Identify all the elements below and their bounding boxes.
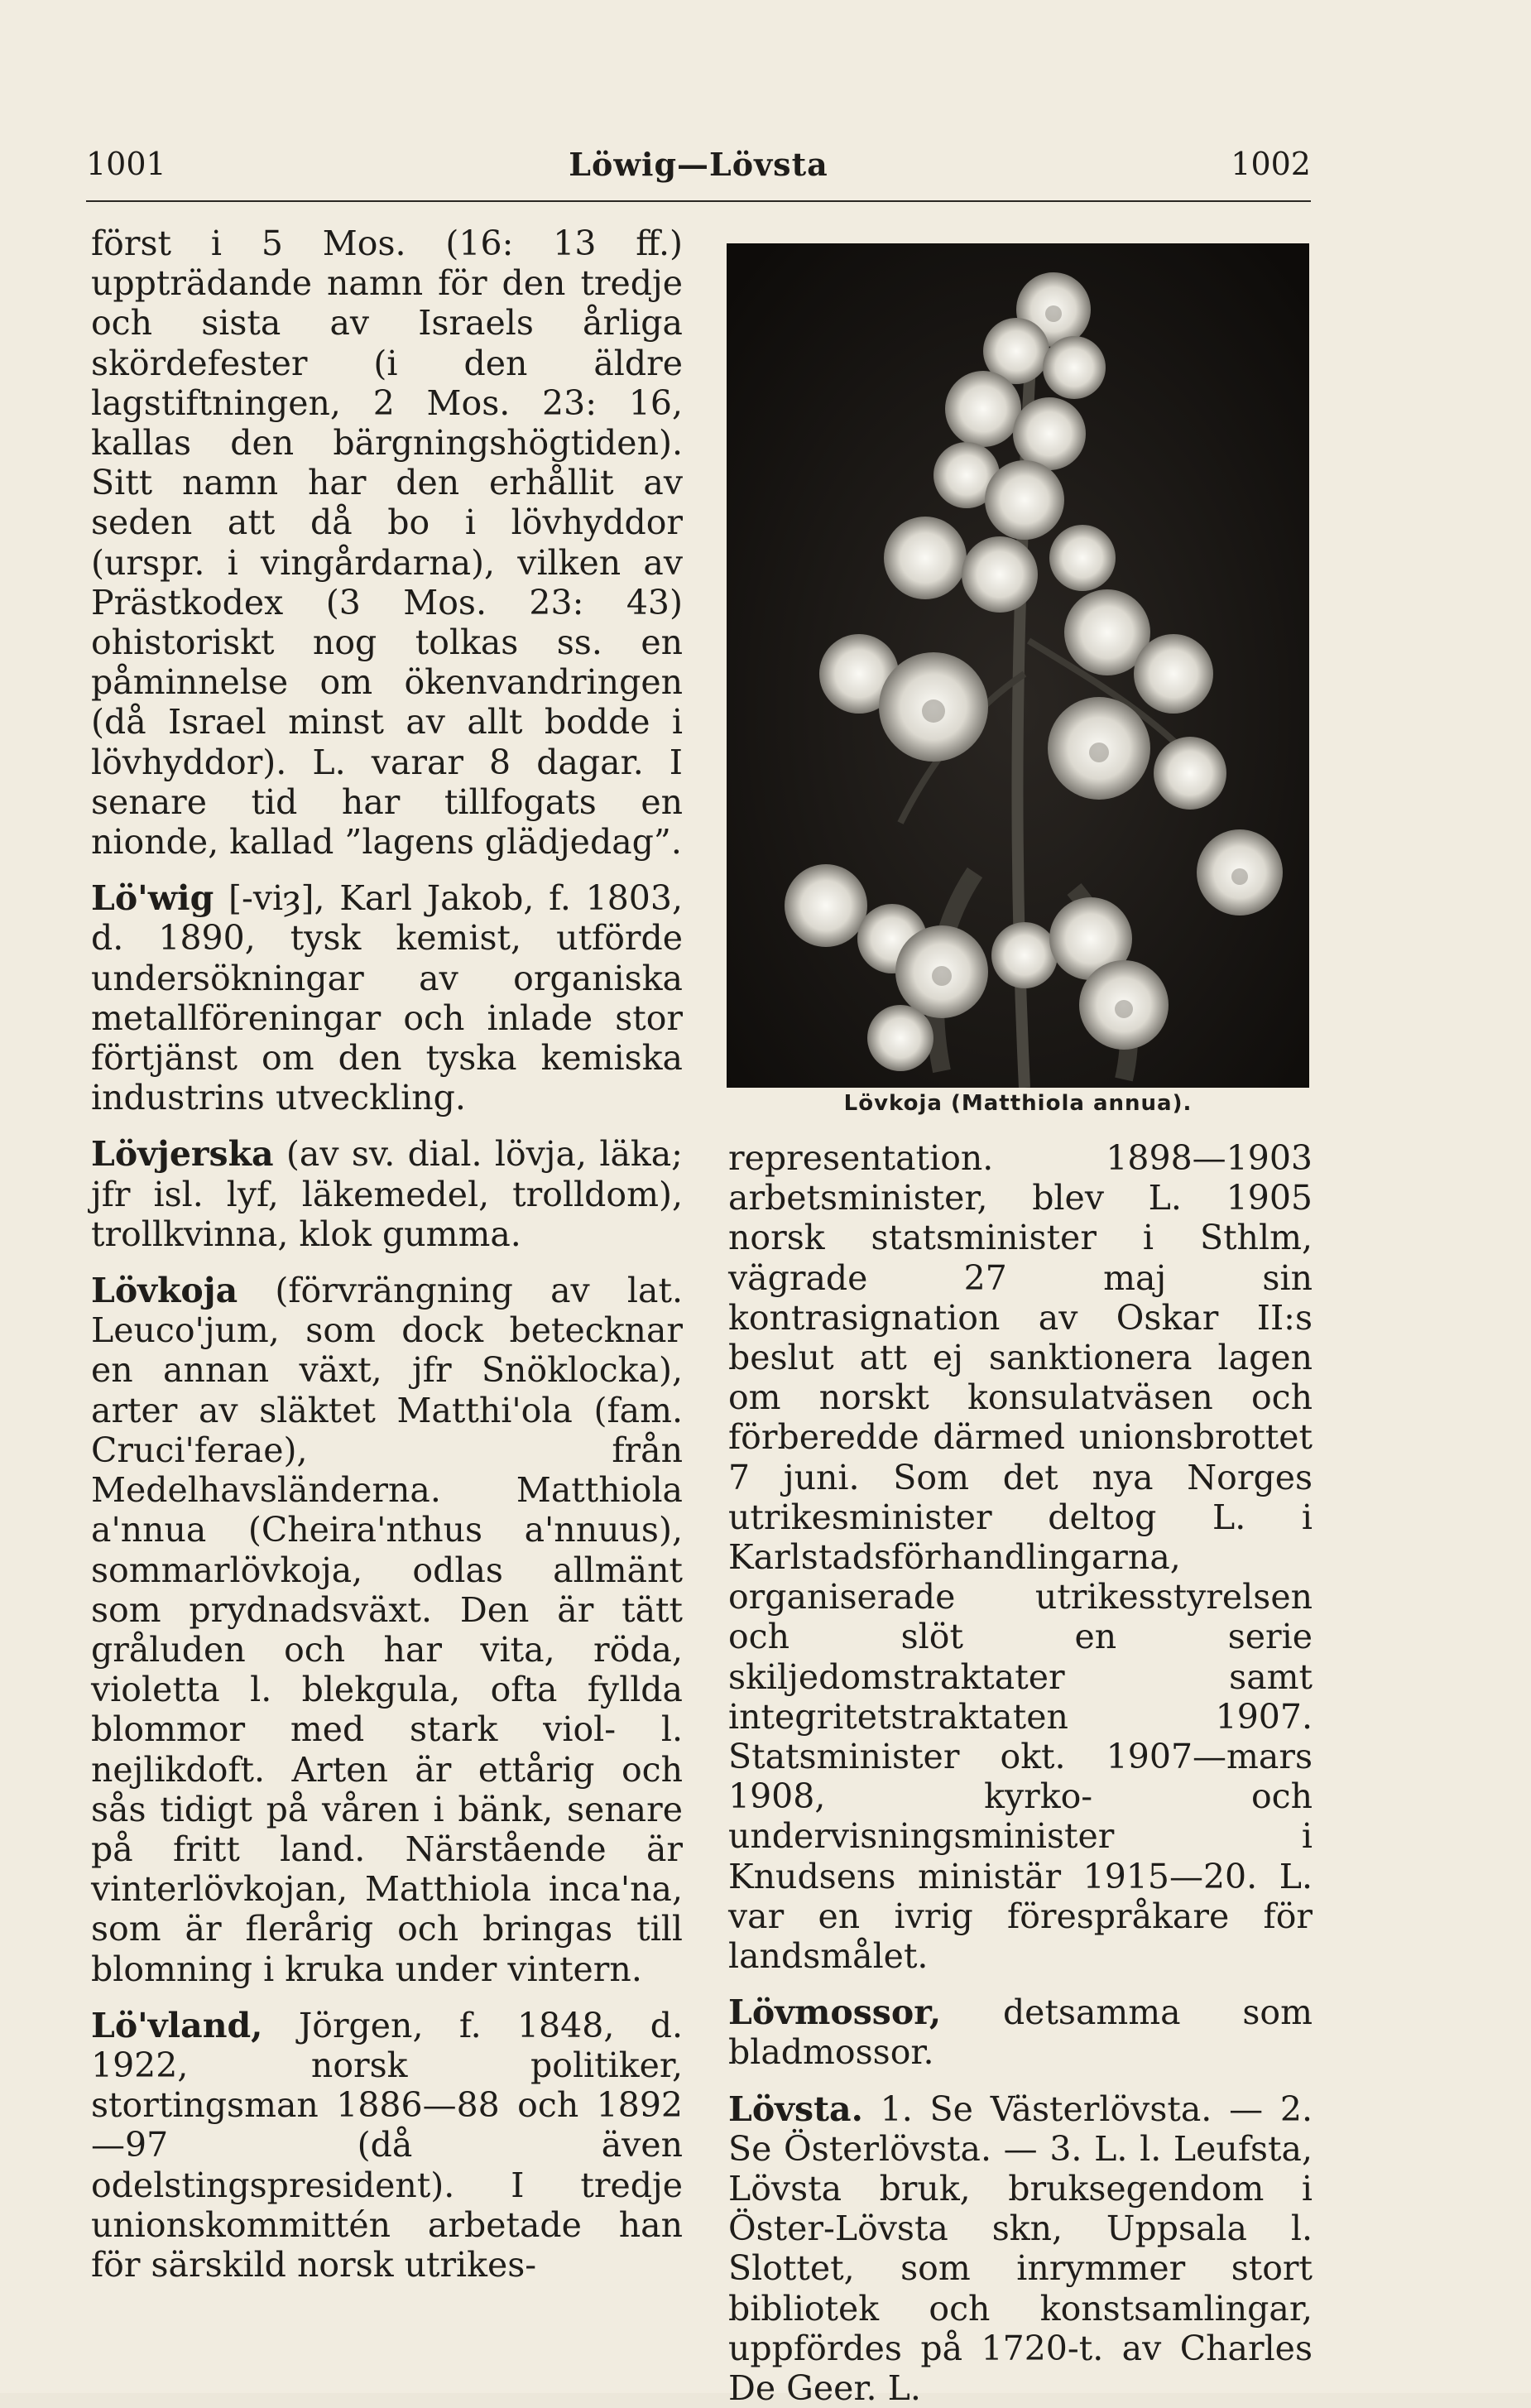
figure-caption: Lövkoja (Matthiola annua). xyxy=(843,1091,1193,1116)
entry-lovsta xyxy=(728,2089,1313,2408)
page-number-right: 1002 xyxy=(1231,146,1311,182)
entry-lovmossor-body: detsamma som bladmossor. xyxy=(728,1992,1313,2073)
entry-lowig xyxy=(91,878,683,1117)
headword-lovjerska: Lövjerska xyxy=(91,1134,274,1175)
right-column xyxy=(728,1138,1313,2408)
headword-lovmossor: Lövmossor, xyxy=(728,1992,942,2033)
flower-photo-icon xyxy=(727,243,1309,1088)
entry-lovsta-body: 1. Se Västerlövsta. — 2. Se Österlövsta. — 3. L. l. Leufsta, Lövsta bruk, bruksegendom i Öster-Lövsta skn, Uppsala l. Slottet, som inrymmer stort bibliotek och konstsamlingar, uppfördes på 1720-t. av Charles De Geer. L. xyxy=(728,2088,1313,2408)
entry-lovland-continuation: representation. 1898—1903 arbetsminister, blev L. 1905 norsk statsminister i Sthlm, vägrade 27 maj sin kontrasignation av Oskar II:s beslut att ej sanktionera lagen om norskt konsulatväsen och förberedde därmed unionsbrottet 7 juni. Som det nya Norges utrikesminister deltog L. i Karlstadsförhandlingarna, organiserade utrikesstyrelsen och slöt en serie skiljedomstraktater samt integritetstraktaten 1907. Statsminister okt. 1907—mars 1908, kyrko- och undervisningsminister i Knudsens ministär 1915—20. L. var en ivrig förespråkare för landsmålet. xyxy=(728,1138,1313,1977)
flower-photo xyxy=(727,243,1309,1088)
page-number-left: 1001 xyxy=(86,146,166,182)
headword-lovkoja: Lövkoja xyxy=(91,1271,238,1311)
page-title: Löwig—Lövsta xyxy=(569,146,828,183)
entry-lovjerska xyxy=(91,1134,683,1254)
entry-continuation: först i 5 Mos. (16: 13 ff.) uppträdande namn för den tredje och sista av Israels årliga skördefester (i den äldre lagstiftningen, 2 Mos. 23: 16, kallas den bärgningshögtiden). Sitt namn har den erhållit av seden att då bo i lövhyddor (urspr. i vingårdarna), vilken av Prästkodex (3 Mos. 23: 43) ohistoriskt nog tolkas ss. en påminnelse om ökenvandringen (då Israel minst av allt bodde i lövhyddor). L. varar 8 dagar. I senare tid har tillfogats en nionde, kallad ”lagens glädjedag”. xyxy=(91,223,683,863)
page-header xyxy=(86,146,1311,195)
entry-lovkoja xyxy=(91,1271,683,1989)
entry-lovkoja-body: (förvrängning av lat. Leuco'jum, som dock betecknar en annan växt, jfr Snöklocka), arter av släktet Matthi'ola (fam. Cruci'ferae), från Medelhavsländerna. Matthiola a'nnua (Cheira'nthus a'nnuus), sommarlövkoja, odlas allmänt som prydnadsväxt. Den är tätt gråluden och har vita, röda, violetta l. blekgula, ofta fyllda blommor med stark viol- l. nejlikdoft. Arten är ettårig och sås tidigt på våren i bänk, senare på fritt land. Närstående är vinterlövkojan, Matthiola inca'na, som är flerårig och bringas till blomning i kruka under vintern. xyxy=(91,1271,683,1989)
entry-lowig-body: [-viȝ], Karl Jakob, f. 1803, d. 1890, tysk kemist, utförde undersökningar av organiska metallföreningar och inlade stor förtjänst om den tyska kemiska industrins utveckling. xyxy=(91,878,683,1118)
left-column xyxy=(91,223,683,2285)
entry-lovland-body: Jörgen, f. 1848, d. 1922, norsk politiker, stortingsman 1886—88 och 1892—97 (då även odelstingspresident). I tredje unionskommittén arbetade han för särskild norsk utrikes- xyxy=(91,2005,683,2285)
entry-lovmossor xyxy=(728,1992,1313,2072)
headword-lowig: Lö'wig xyxy=(91,878,214,919)
entry-lovjerska-body: (av sv. dial. lövja, läka; jfr isl. lyf, läkemedel, trolldom), trollkvinna, klok gumma. xyxy=(91,1134,683,1254)
headword-lovsta: Lövsta. xyxy=(728,2088,863,2129)
headword-lovland: Lö'vland, xyxy=(91,2005,263,2045)
entry-lovland xyxy=(91,2006,683,2285)
header-rule xyxy=(86,200,1311,202)
